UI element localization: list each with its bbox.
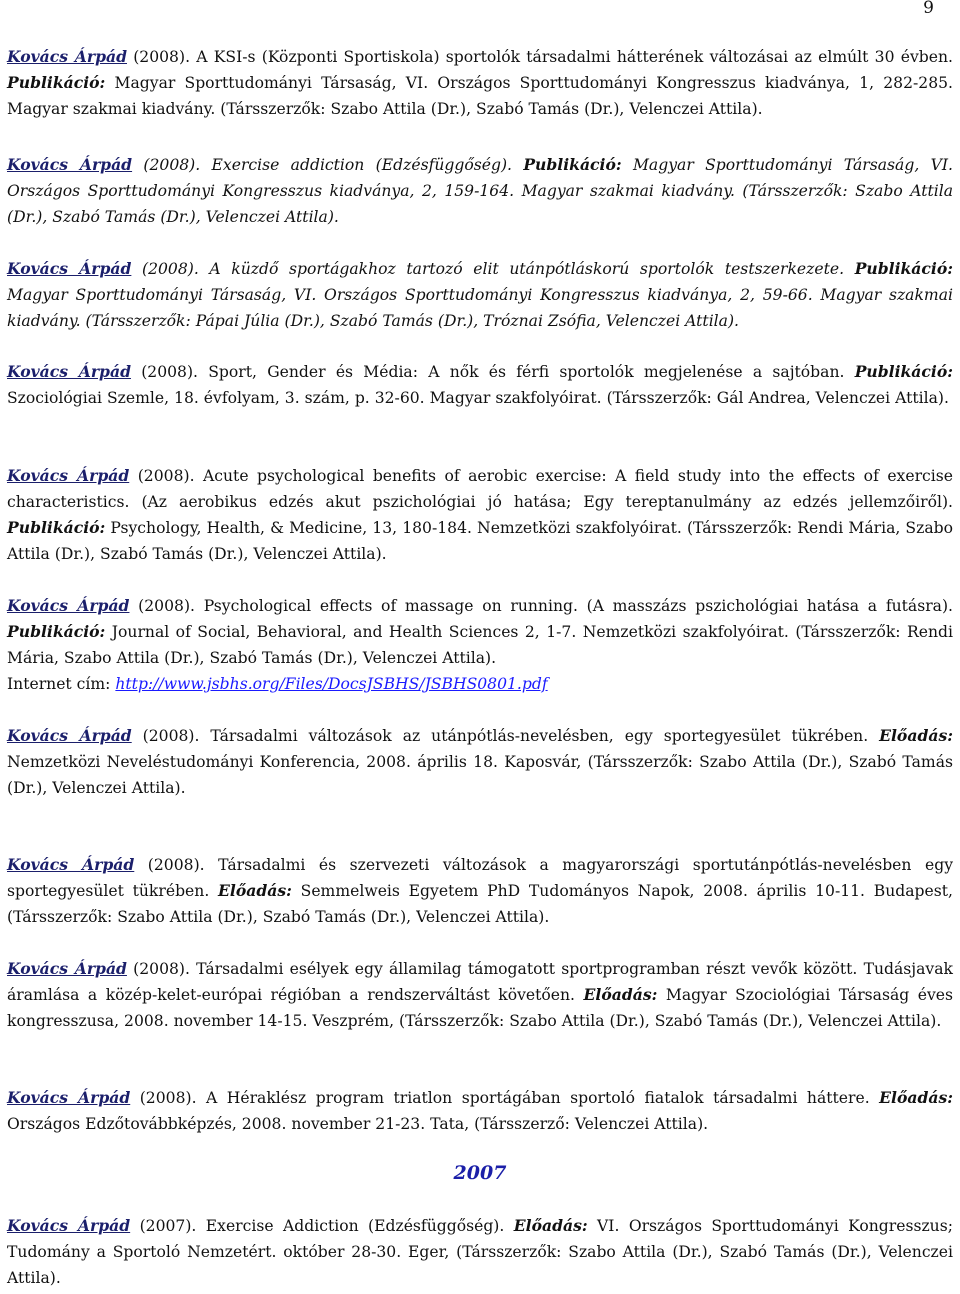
author-name: Kovács Árpád [7,1216,131,1235]
entry-details: Szociológiai Szemle, 18. évfolyam, 3. szám, p. 32-60. Magyar szakfolyóirat. (Társszerzők: Gál Andrea, Velenczei Attila). [7,389,949,407]
page-number: 9 [923,0,934,18]
entry-type-label: Publikáció: [523,155,622,174]
entry-type-label: Publikáció: [854,362,953,381]
publication-entry [7,1085,953,1137]
publication-entry [7,956,953,1034]
internet-label: Internet cím: [7,675,116,693]
author-name: Kovács Árpád [7,959,127,978]
entry-text: (2008). Acute psychological benefits of aerobic exercise: A field study into the effects of exercise characteristics. (Az aerobikus edzés akut pszichológiai jó hatása; Egy tereptanulmány az edzés jellemzőiről). [7,467,953,511]
publication-entry [7,44,953,122]
entry-type-label: Publikáció: [854,259,953,278]
entry-details: Magyar Sporttudományi Társaság, VI. Országos Sporttudományi Kongresszus kiadványa, 1, 282-285. Magyar szakmai kiadvány. (Társszerzők: Szabo Attila (Dr.), Szabó Tamás (Dr.), Velenczei Attila). [7,74,953,118]
entry-details: Magyar Sporttudományi Társaság, VI. Országos Sporttudományi Kongresszus kiadványa, 2, 59-66. Magyar szakmai kiadvány. (Társszerzők: Pápai Júlia (Dr.), Szabó Tamás (Dr.), Tróznai Zsófia, Velenczei Attila). [7,286,953,330]
publication-entry [7,1213,953,1291]
entry-type-label: Előadás: [513,1216,588,1235]
entry-text: (2008). Társadalmi esélyek egy államilag támogatott sportprogramban részt vevők között. Tudásjavak áramlása a közép-kelet-európai régióban a rendszerváltást követően. [7,960,953,1004]
entry-type-label: Előadás: [218,881,292,900]
author-name: Kovács Árpád [7,259,132,278]
entry-text: (2008). Társadalmi változások az utánpótlás-nevelésben, egy sportegyesület tükrében. [131,727,880,745]
publication-entry [7,256,953,334]
entry-text: (2008). Psychological effects of massage on running. (A masszázs pszichológiai hatása a futásra). [129,597,953,615]
entry-details: Nemzetközi Neveléstudományi Konferencia, 2008. április 18. Kaposvár, (Társszerzők: Szabo Attila (Dr.), Szabó Tamás (Dr.), Velenczei Attila). [7,753,953,797]
entry-details: Semmelweis Egyetem PhD Tudományos Napok, 2008. április 10-11. Budapest, (Társszerzők: Szabo Attila (Dr.), Szabó Tamás (Dr.), Velenczei Attila). [7,882,953,926]
author-name: Kovács Árpád [7,47,127,66]
publication-entry [7,593,953,697]
entry-text: (2008). A KSI-s (Központi Sportiskola) sportolók társadalmi hátterének változásai az elmúlt 30 évben. [126,48,953,66]
publication-entry [7,359,953,411]
author-name: Kovács Árpád [7,596,130,615]
entry-type-label: Publikáció: [7,518,106,537]
entry-text: (2007). Exercise Addiction (Edzésfüggőség). [130,1217,514,1235]
publication-entry [7,152,953,230]
entry-type-label: Előadás: [879,1088,953,1107]
author-name: Kovács Árpád [7,155,133,174]
publication-entry [7,463,953,567]
publication-entry [7,723,953,801]
entry-text: (2008). A Héraklész program triatlon sportágában sportoló fiatalok társadalmi háttere. [130,1089,880,1107]
author-name: Kovács Árpád [7,855,135,874]
entry-type-label: Előadás: [583,985,658,1004]
entry-text: (2008). A küzdő sportágakhoz tartozó elit utánpótláskorú sportolók testszerkezete. [131,260,855,278]
author-name: Kovács Árpád [7,1088,131,1107]
year-heading: 2007 [453,1162,507,1184]
entry-details: Journal of Social, Behavioral, and Health Sciences 2, 1-7. Nemzetközi szakfolyóirat. (Társszerzők: Rendi Mária, Szabo Attila (Dr.), Szabó Tamás (Dr.), Velenczei Attila). [7,623,953,667]
internet-link[interactable]: http://www.jsbhs.org/Files/DocsJSBHS/JSBHS0801.pdf [115,675,548,693]
entry-details: Magyar Szociológiai Társaság éves kongresszusa, 2008. november 14-15. Veszprém, (Társszerzők: Szabo Attila (Dr.), Szabó Tamás (Dr.), Velenczei Attila). [7,986,953,1030]
publication-entry [7,852,953,930]
entry-text: (2008). Sport, Gender és Média: A nők és férfi sportolók megjelenése a sajtóban. [130,363,855,381]
entry-details: VI. Országos Sporttudományi Kongresszus; Tudomány a Sportoló Nemzetért. október 28-30. Eger, (Társszerzők: Szabo Attila (Dr.), Szabó Tamás (Dr.), Velenczei Attila). [7,1217,953,1287]
entry-text: (2008). Exercise addiction (Edzésfüggőség). [132,156,524,174]
entry-details: Országos Edzőtovábbképzés, 2008. november 21-23. Tata, (Társszerző: Velenczei Attila). [7,1115,709,1133]
entry-details: Psychology, Health, & Medicine, 13, 180-184. Nemzetközi szakfolyóirat. (Társszerzők: Rendi Mária, Szabo Attila (Dr.), Szabó Tamás (Dr.), Velenczei Attila). [7,519,953,563]
entry-text: (2008). Társadalmi és szervezeti változások a magyarországi sportutánpótlás-nevelésben egy sportegyesület tükrében. [7,856,953,900]
author-name: Kovács Árpád [7,362,131,381]
entry-type-label: Publikáció: [7,73,106,92]
entry-type-label: Publikáció: [7,622,106,641]
author-name: Kovács Árpád [7,726,132,745]
author-name: Kovács Árpád [7,466,130,485]
entry-details: Magyar Sporttudományi Társaság, VI. Országos Sporttudományi Kongresszus kiadványa, 2, 159-164. Magyar szakmai kiadvány. (Társszerzők: Szabo Attila (Dr.), Szabó Tamás (Dr.), Velenczei Attila). [7,156,953,226]
entry-type-label: Előadás: [879,726,953,745]
